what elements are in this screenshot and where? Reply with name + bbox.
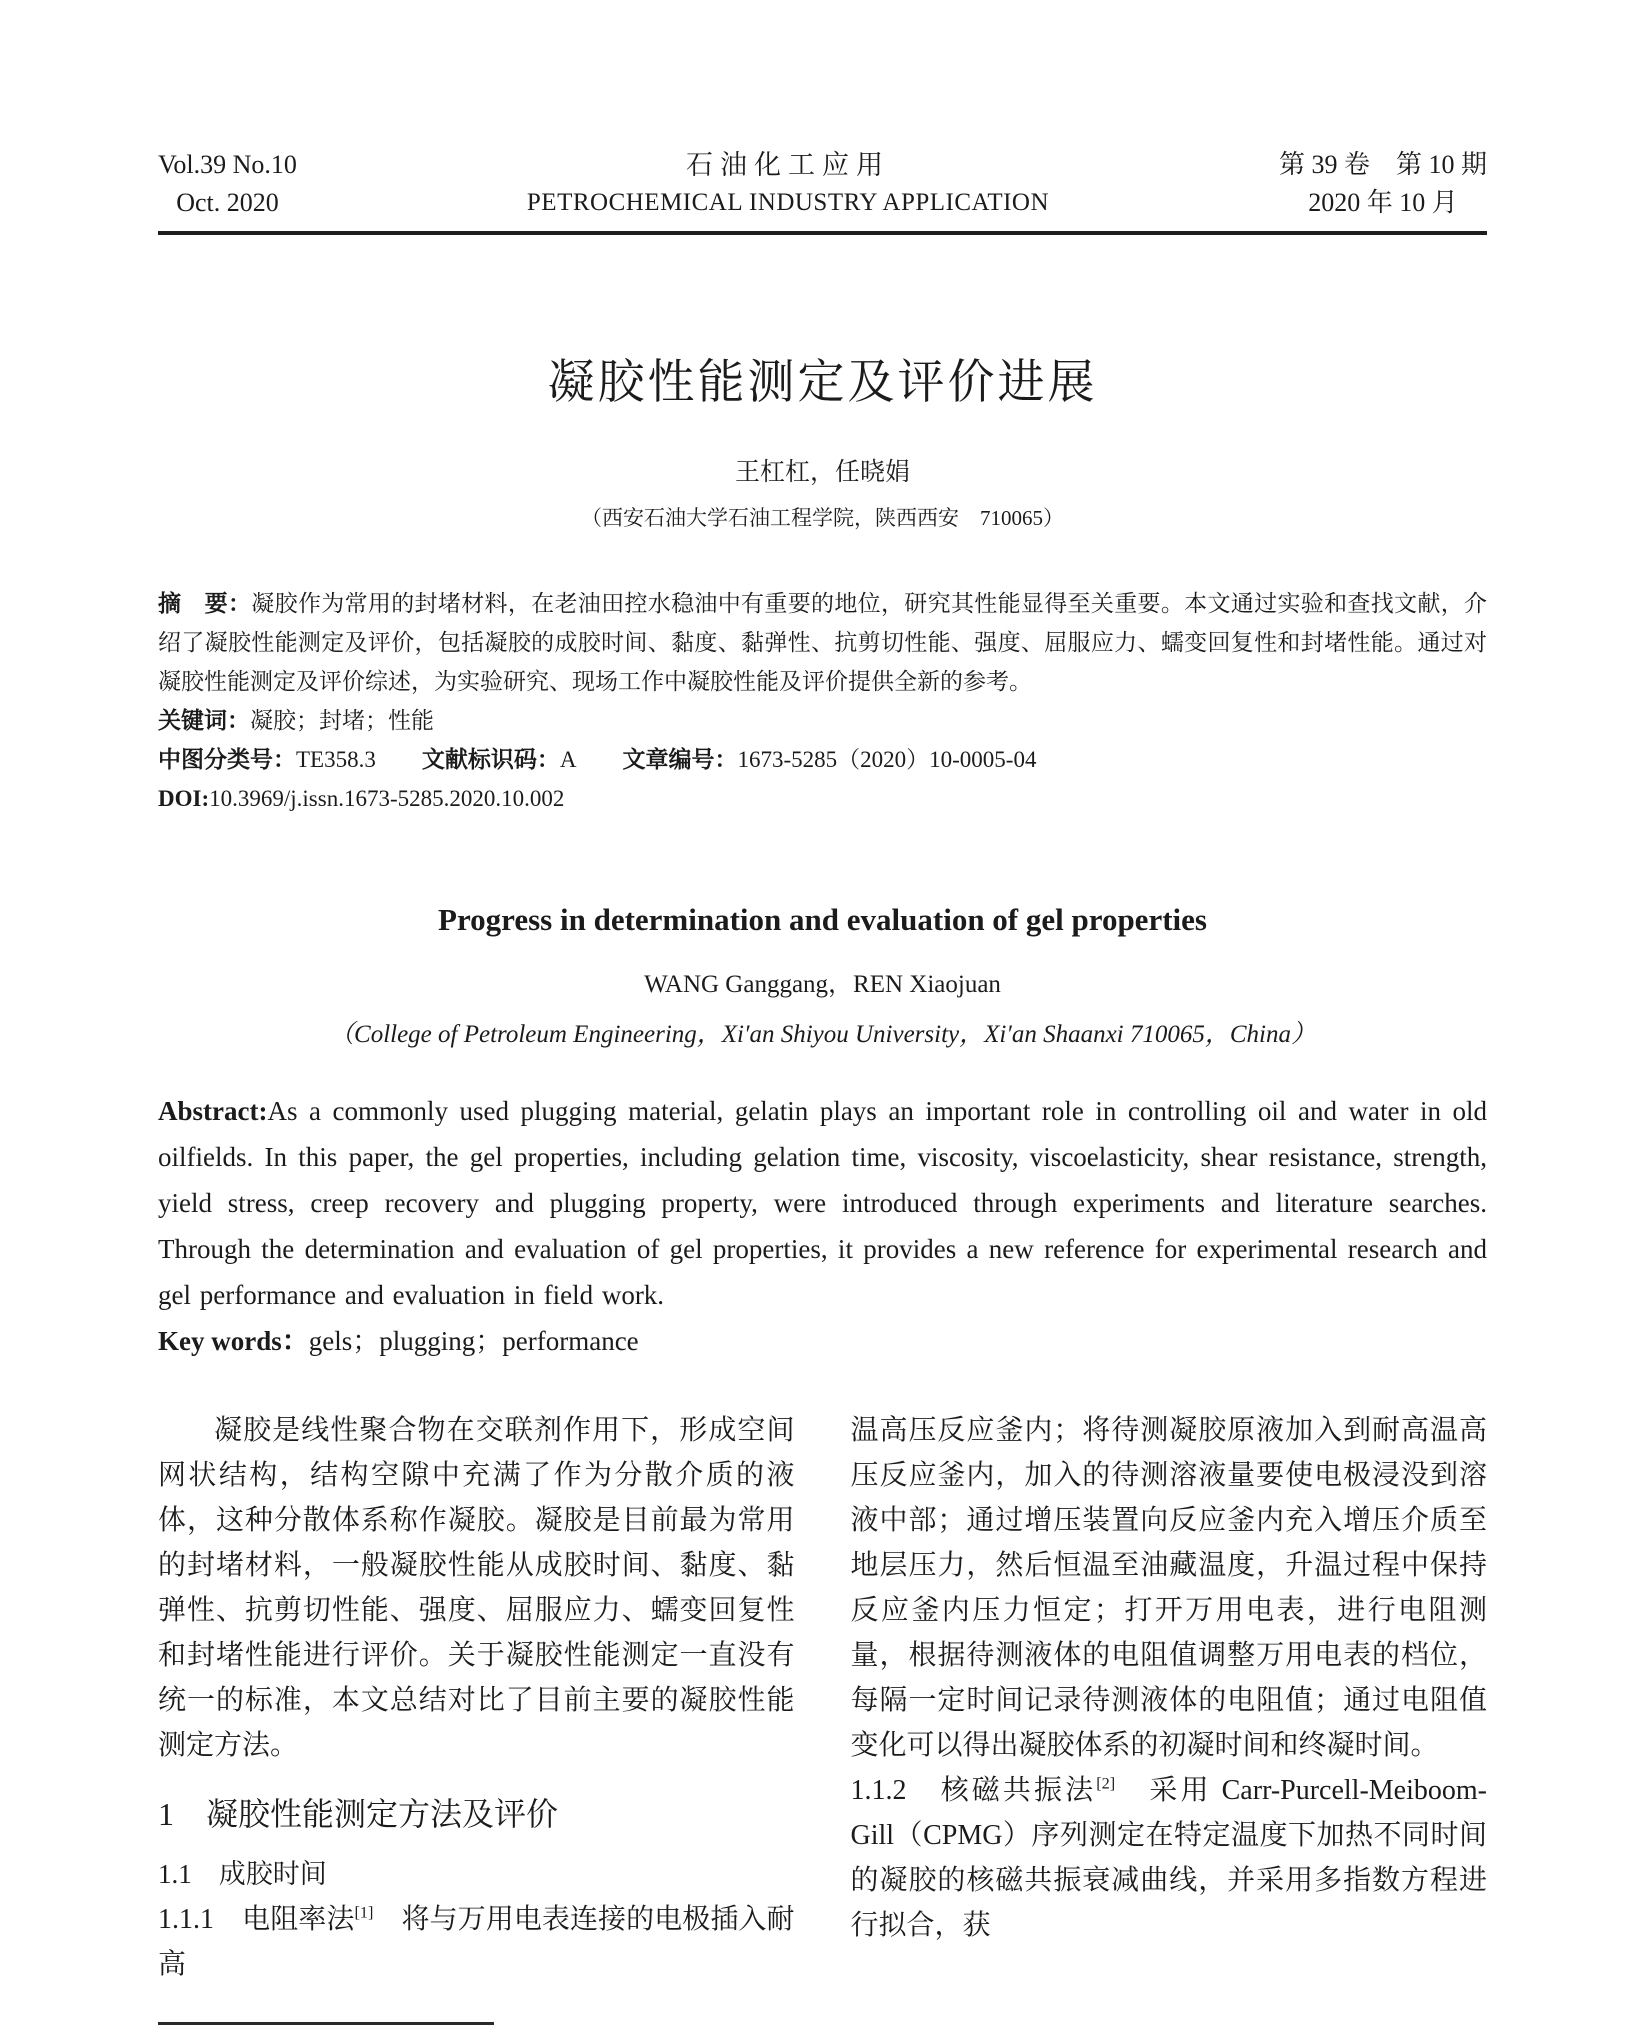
section-1-1-1-text: 将与万用电表连接的电极插入耐高: [158, 1904, 795, 1980]
section-1-1-heading: 1.1 成胶时间: [158, 1859, 327, 1889]
issue-number-cn: 第 39 卷 第 10 期: [1278, 150, 1487, 179]
journal-header: [158, 146, 1487, 222]
section-1-1-1-continuation: 温高压反应釜内；将待测凝胶原液加入到耐高温高压反应釜内，加入的待测溶液量要使电极浸没到溶液中部；通过增压装置向反应釜内充入增压介质至地层压力，然后恒温至油藏温度，升温过程中保持反应釜内压力恒定；打开万用电表，进行电阻测量，根据待测液体的电阻值调整万用电表的档位，每隔一定时间记录待测液体的电阻值；通过电阻值变化可以得出凝胶体系的初凝时间和终凝时间。: [850, 1415, 1487, 1761]
journal-name-en: PETROCHEMICAL INDUSTRY APPLICATION: [526, 189, 1050, 216]
clc-label: 中图分类号：: [158, 747, 296, 772]
article-no-value: 1673-5285（2020）10-0005-04: [737, 747, 1037, 772]
keywords-cn-text: 凝胶；封堵；性能: [250, 708, 434, 733]
article-no-item: [622, 747, 1036, 772]
clc-item: [158, 747, 376, 772]
doc-code-item: [422, 747, 577, 772]
issue-date-en: Oct. 2020: [176, 188, 279, 217]
section-1-1-1-title: 1.1.1 电阻率法: [158, 1904, 355, 1935]
abstract-en: [158, 1088, 1487, 1318]
authors-cn: 王杠杠，任晓娟: [734, 459, 910, 486]
footnote-divider: [158, 2022, 494, 2025]
citation-ref-1: [1]: [354, 1903, 374, 1922]
article-no-label: 文章编号：: [622, 747, 738, 772]
affiliation-cn: （西安石油大学石油工程学院，陕西西安 710065）: [581, 506, 1064, 530]
authors-en: WANG Ganggang，REN Xiaojuan: [644, 971, 1001, 998]
header-journal-block: [527, 146, 1049, 222]
journal-name-cn: 石油化工应用: [685, 150, 890, 180]
keywords-en-label: Key words：: [158, 1326, 309, 1356]
keywords-cn-label: 关键词：: [158, 708, 250, 733]
abstract-en-label: Abstract:: [158, 1096, 268, 1126]
column-left: [158, 1408, 795, 1987]
intro-paragraph: 凝胶是线性聚合物在交联剂作用下，形成空间网状结构，结构空隙中充满了作为分散介质的液体，这种分散体系称作凝胶。凝胶是目前最为常用的封堵材料，一般凝胶性能从成胶时间、黏度、黏弹性、抗剪切性能、强度、屈服应力、蠕变回复性和封堵性能进行评价。关于凝胶性能测定一直没有统一的标准，本文总结对比了目前主要的凝胶性能测定方法。: [158, 1415, 795, 1761]
section-1-1-2-text: 采用 Carr-Purcell-Meiboom-Gill（CPMG）序列测定在特定温度下加热不同时间的凝胶的核磁共振衰减曲线，并采用多指数方程进行拟合，获: [850, 1775, 1487, 1941]
keywords-en: [158, 1318, 1487, 1364]
doi-label: DOI:: [158, 786, 210, 811]
body-columns: [158, 1408, 1487, 1987]
keywords-en-text: gels；plugging；performance: [308, 1326, 639, 1356]
article-title-cn: 凝胶性能测定及评价进展: [547, 357, 1098, 409]
abstract-cn-label: 摘 要：: [158, 591, 252, 616]
doi-line: [158, 779, 1487, 818]
header-volume-block: [158, 146, 297, 222]
abstract-en-text: As a commonly used plugging material, gelatin plays an important role in controlling oil and water in old oilfields. In this paper, the gel properties, including gelation time, viscosity, viscoelasticity, shear resistance, strength, yield stress, creep recovery and plugging property, were introduced through experiments and literature searches. Through the determination and evaluation of gel properties, it provides a new reference for experimental research and gel performance and evaluation in field work.: [158, 1096, 1487, 1310]
doc-code-value: A: [559, 747, 577, 772]
classification-line: [158, 740, 1487, 779]
doi-value: 10.3969/j.issn.1673-5285.2020.10.002: [209, 786, 565, 811]
section-1-1-2-paragraph: [851, 1768, 1488, 1948]
section-1-1-1-paragraph: [158, 1897, 795, 1987]
citation-ref-2: [2]: [1096, 1774, 1116, 1793]
doc-code-label: 文献标识码：: [421, 747, 560, 772]
affiliation-en: （College of Petroleum Engineering，Xi′an Shiyou University，Xi′an Shaanxi 710065，China）: [329, 1021, 1316, 1048]
abstract-cn: [158, 584, 1487, 701]
issue-date-cn: 2020 年 10 月: [1308, 188, 1458, 217]
clc-value: TE358.3: [296, 747, 376, 772]
header-issue-block: [1279, 146, 1487, 222]
article-title-en: Progress in determination and evaluation of gel properties: [438, 902, 1207, 937]
section-1-1-2-title: 1.1.2 核磁共振法: [850, 1775, 1097, 1806]
keywords-cn: [158, 701, 1487, 740]
abstract-cn-text: 凝胶作为常用的封堵材料，在老油田控水稳油中有重要的地位，研究其性能显得至关重要。本文通过实验和查找文献，介绍了凝胶性能测定及评价，包括凝胶的成胶时间、黏度、黏弹性、抗剪切性能、强度、屈服应力、蠕变回复性和封堵性能。通过对凝胶性能测定及评价综述，为实验研究、现场工作中凝胶性能及评价提供全新的参考。: [158, 591, 1488, 694]
column-right: [851, 1408, 1488, 1987]
volume-number-en: Vol.39 No.10: [158, 150, 297, 179]
header-divider: [158, 231, 1487, 235]
section-1-heading: 1 凝胶性能测定方法及评价: [158, 1796, 559, 1832]
